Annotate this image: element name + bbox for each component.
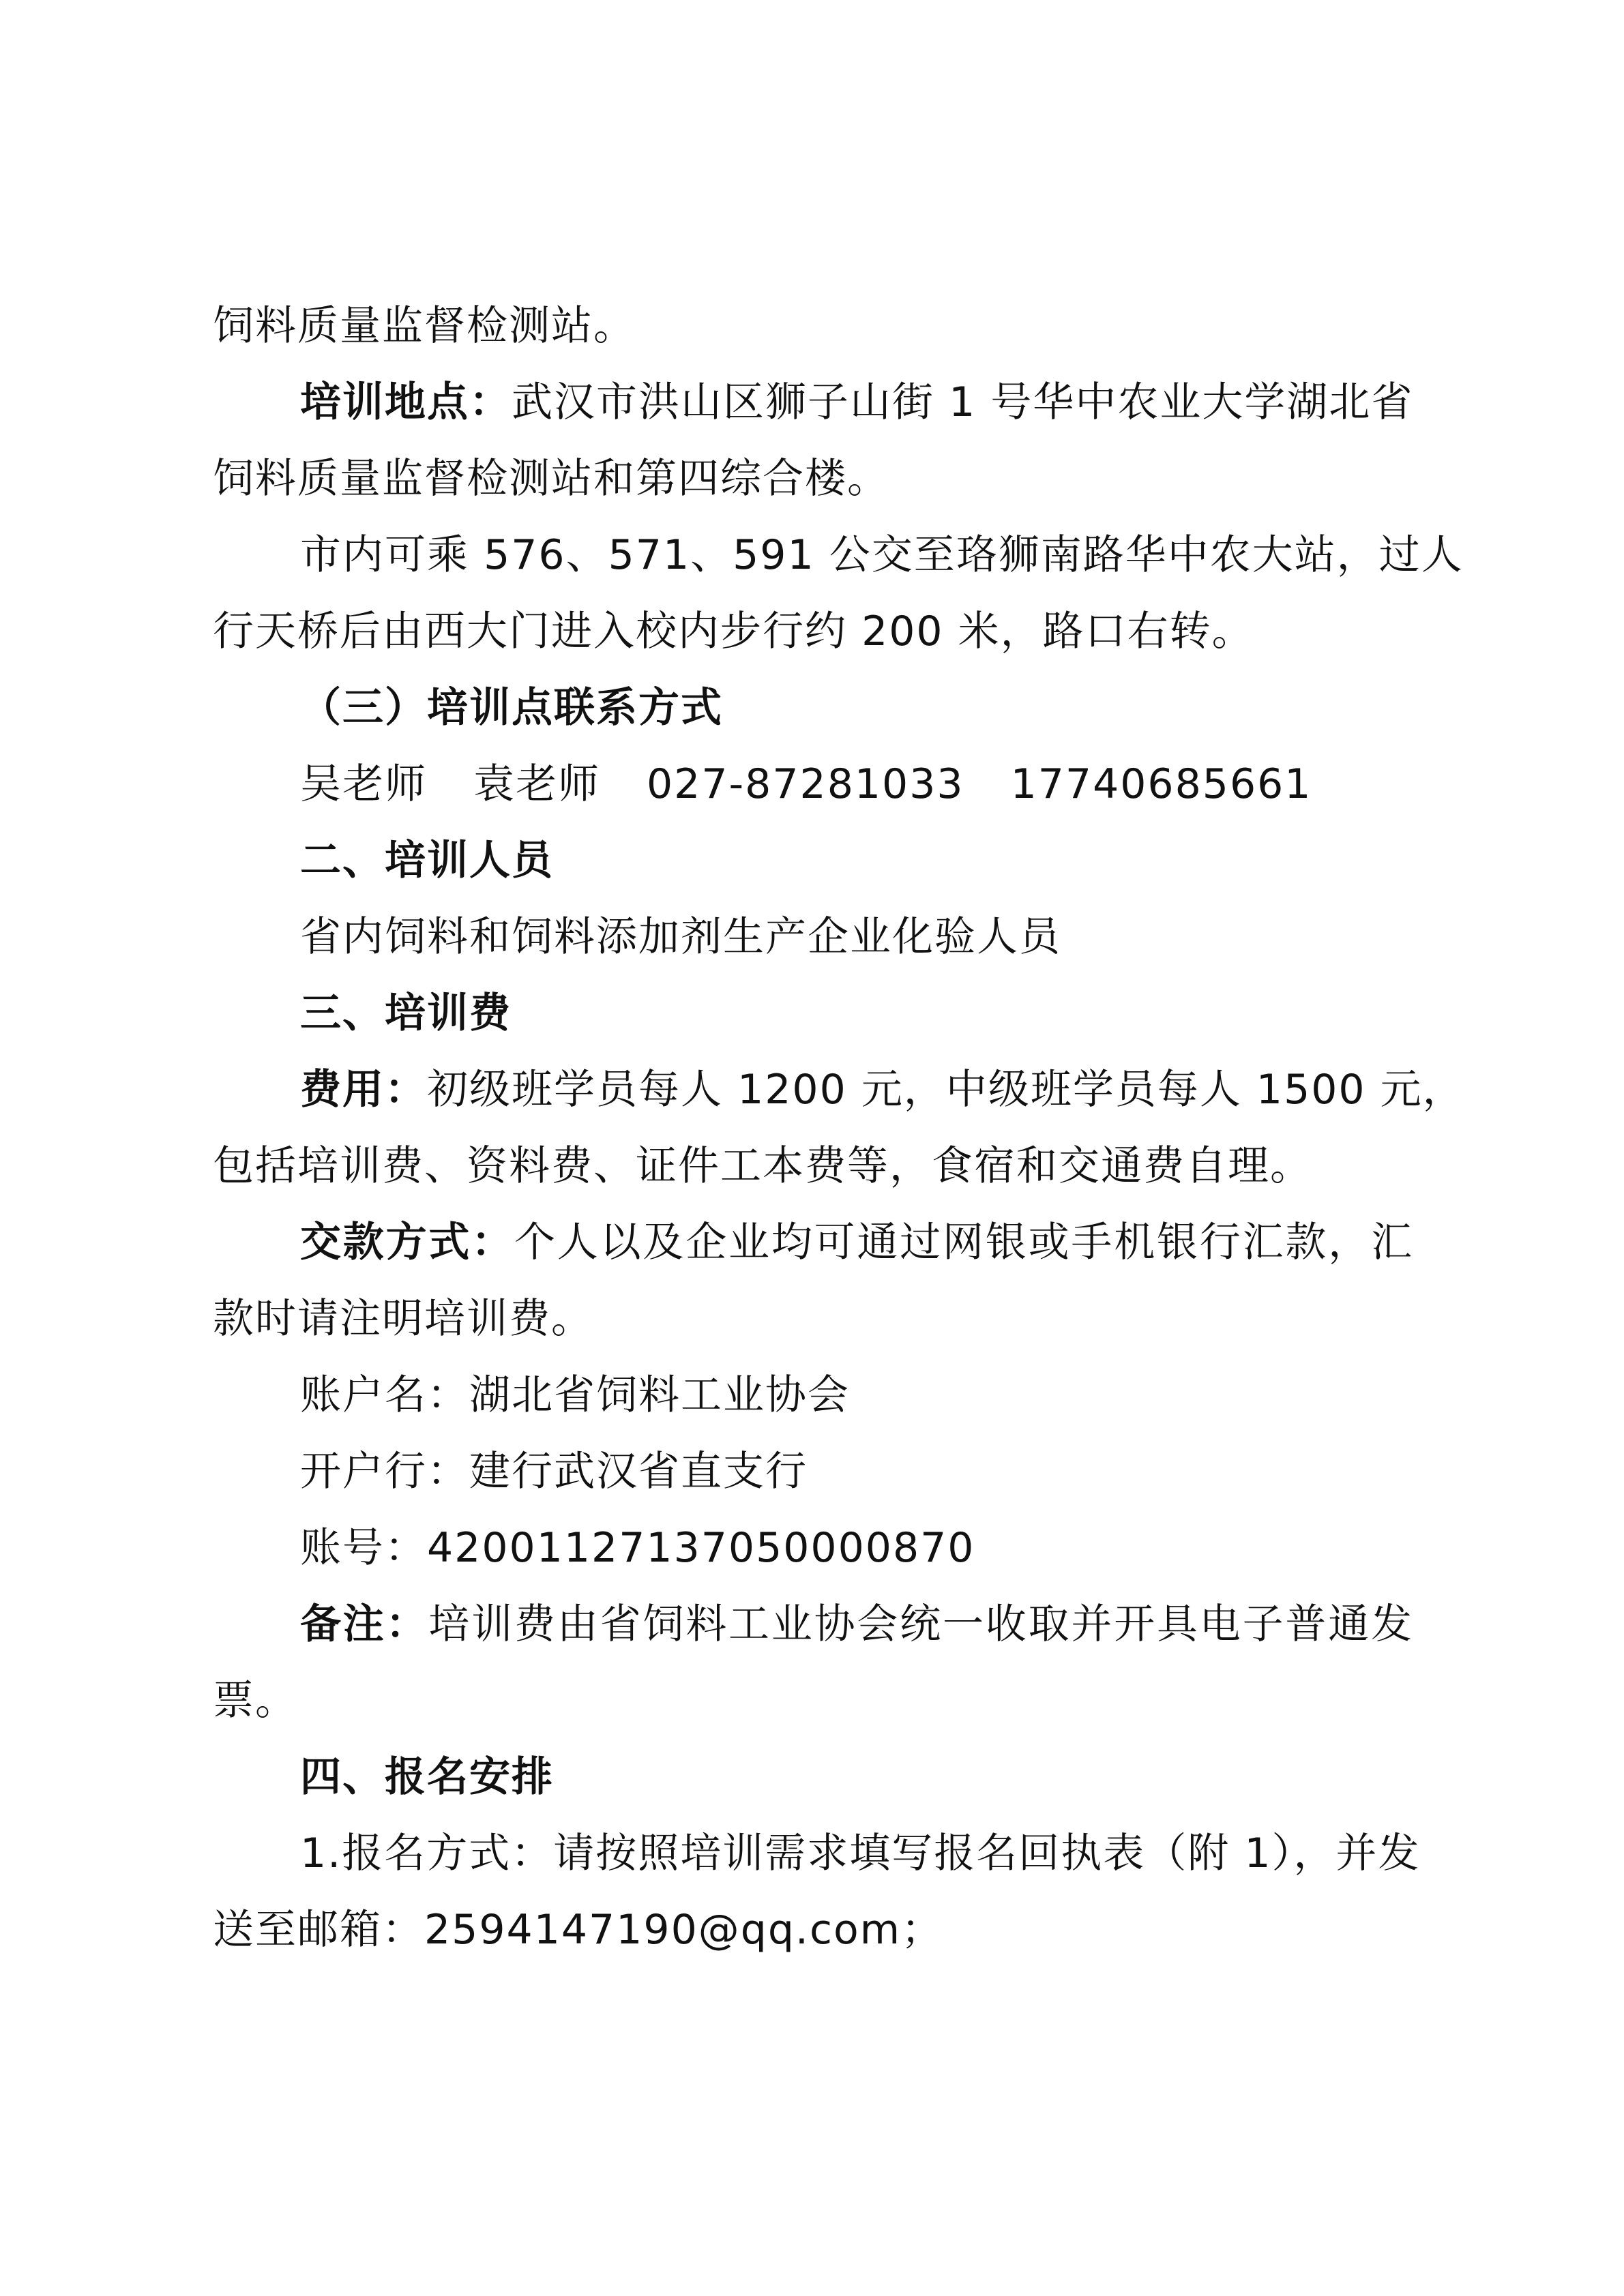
section-heading: 二、培训人员 bbox=[300, 837, 554, 884]
fee-text: 初级班学员每人 1200 元，中级班学员每人 1500 元， bbox=[427, 1066, 1465, 1114]
bank-line: 开户行：建行武汉省直支行 bbox=[300, 1448, 808, 1495]
paragraph-line: 款时请注明培训费。 bbox=[213, 1295, 593, 1343]
payment-label: 交款方式： bbox=[300, 1219, 514, 1266]
note-text: 培训费由省饲料工业协会统一收取并开具电子普通发 bbox=[428, 1600, 1414, 1648]
paragraph-line: 饲料质量监督检测站。 bbox=[213, 302, 636, 350]
paragraph-line: 省内饲料和饲料添加剂生产企业化验人员 bbox=[300, 913, 1061, 961]
fee-label: 费用： bbox=[300, 1066, 427, 1114]
paragraph-line: 行天桥后由西大门进入校内步行约 200 米，路口右转。 bbox=[213, 608, 1254, 655]
registration-paragraph: 1.报名方式：请按照培训需求填写报名回执表（附 1），并发 bbox=[300, 1830, 1421, 1877]
paragraph-line: 饲料质量监督检测站和第四综合楼。 bbox=[213, 455, 889, 503]
section-heading: 四、报名安排 bbox=[300, 1753, 554, 1801]
payment-text: 个人以及企业均可通过网银或手机银行汇款，汇 bbox=[514, 1219, 1413, 1266]
paragraph-line: 送至邮箱：2594147190@qq.com； bbox=[213, 1906, 944, 1954]
contact-phone-1: 027-87281033 bbox=[647, 760, 964, 808]
location-text: 武汉市洪山区狮子山街 1 号华中农业大学湖北省 bbox=[512, 378, 1414, 426]
section-heading: 三、培训费 bbox=[300, 989, 512, 1037]
contact-teacher-1: 吴老师 bbox=[300, 760, 427, 808]
fee-paragraph bbox=[300, 1062, 1465, 1117]
location-paragraph bbox=[300, 375, 1413, 430]
payment-paragraph bbox=[300, 1215, 1413, 1270]
contact-teacher-2: 袁老师 bbox=[473, 760, 600, 808]
note-label: 备注： bbox=[300, 1600, 429, 1648]
account-name-line: 账户名：湖北省饲料工业协会 bbox=[300, 1371, 850, 1419]
transport-paragraph: 市内可乘 576、571、591 公交至珞狮南路华中农大站，过人 bbox=[300, 531, 1464, 579]
contact-heading: （三）培训点联系方式 bbox=[300, 684, 723, 732]
paragraph-line: 包括培训费、资料费、证件工本费等，食宿和交通费自理。 bbox=[213, 1142, 1312, 1190]
contact-line bbox=[300, 757, 1312, 811]
paragraph-line: 票。 bbox=[213, 1677, 297, 1725]
note-paragraph bbox=[300, 1597, 1413, 1652]
location-label: 培训地点： bbox=[300, 378, 512, 426]
contact-phone-2: 17740685661 bbox=[1010, 760, 1312, 808]
account-number-line: 账号：42001127137050000870 bbox=[300, 1524, 975, 1572]
